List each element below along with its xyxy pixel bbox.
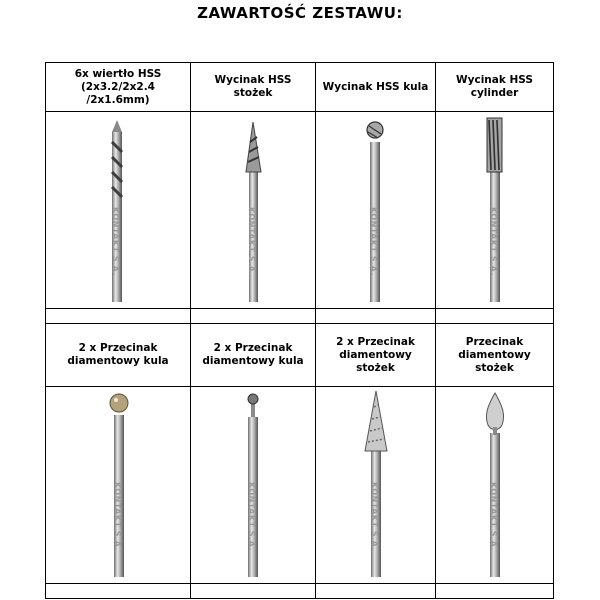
- image-row-2: [46, 387, 554, 584]
- image-cell-cylinder-cutter: [436, 112, 554, 309]
- header-row-2: [46, 324, 554, 387]
- image-cell-drill: [46, 112, 191, 309]
- watermark-text: KONTAKT S.A.: [489, 207, 498, 276]
- watermark-text: KONTAKT S.A.: [247, 482, 256, 551]
- image-row-1: [46, 112, 554, 309]
- item-label-diamond-flame: Przecinak diamentowy stożek: [458, 335, 531, 374]
- item-label-ball-cutter: Wycinak HSS kula: [322, 80, 429, 93]
- watermark-text: KONTAKT S.A.: [111, 207, 120, 276]
- image-cell-diamond-flame: [436, 387, 554, 584]
- header-cell-ball-cutter: [316, 63, 436, 112]
- item-label-diamond-ball: 2 x Przecinak diamentowy kula: [67, 342, 169, 367]
- watermark-text: KONTAKT S.A.: [489, 482, 498, 551]
- image-cell-diamond-ball: [46, 387, 191, 584]
- item-label-diamond-cone: 2 x Przecinak diamentowy stożek: [336, 335, 415, 374]
- watermark-text: KONTAKT S.A.: [369, 207, 378, 276]
- watermark-text: KONTAKT S.A.: [370, 482, 379, 551]
- item-label-diamond-ball-small: 2 x Przecinak diamentowy kula: [202, 342, 304, 367]
- watermark-text: KONTAKT S.A.: [247, 207, 256, 276]
- image-cell-diamond-cone: [316, 387, 436, 584]
- image-cell-cone-cutter: [191, 112, 316, 309]
- blank-row-2: [46, 584, 554, 599]
- header-cell-diamond-ball-small: [191, 324, 316, 387]
- header-cell-drill: [46, 63, 191, 112]
- header-cell-cylinder-cutter: [436, 63, 554, 112]
- header-cell-diamond-ball: [46, 324, 191, 387]
- header-cell-diamond-cone: [316, 324, 436, 387]
- header-cell-cone-cutter: [191, 63, 316, 112]
- item-label-cylinder-cutter: Wycinak HSS cylinder: [456, 74, 533, 99]
- image-cell-diamond-ball-small: [191, 387, 316, 584]
- contents-table: [45, 62, 554, 599]
- watermark-text: KONTAKT S.A.: [113, 482, 122, 551]
- item-label-cone-cutter: Wycinak HSS stożek: [214, 74, 292, 99]
- blank-row-1: [46, 309, 554, 324]
- header-row-1: [46, 63, 554, 112]
- item-label-drill: 6x wiertło HSS (2x3.2/2x2.4 /2x1.6mm): [74, 67, 162, 106]
- header-cell-diamond-flame: [436, 324, 554, 387]
- image-cell-ball-cutter: [316, 112, 436, 309]
- page-title: ZAWARTOŚĆ ZESTAWU:: [197, 4, 403, 22]
